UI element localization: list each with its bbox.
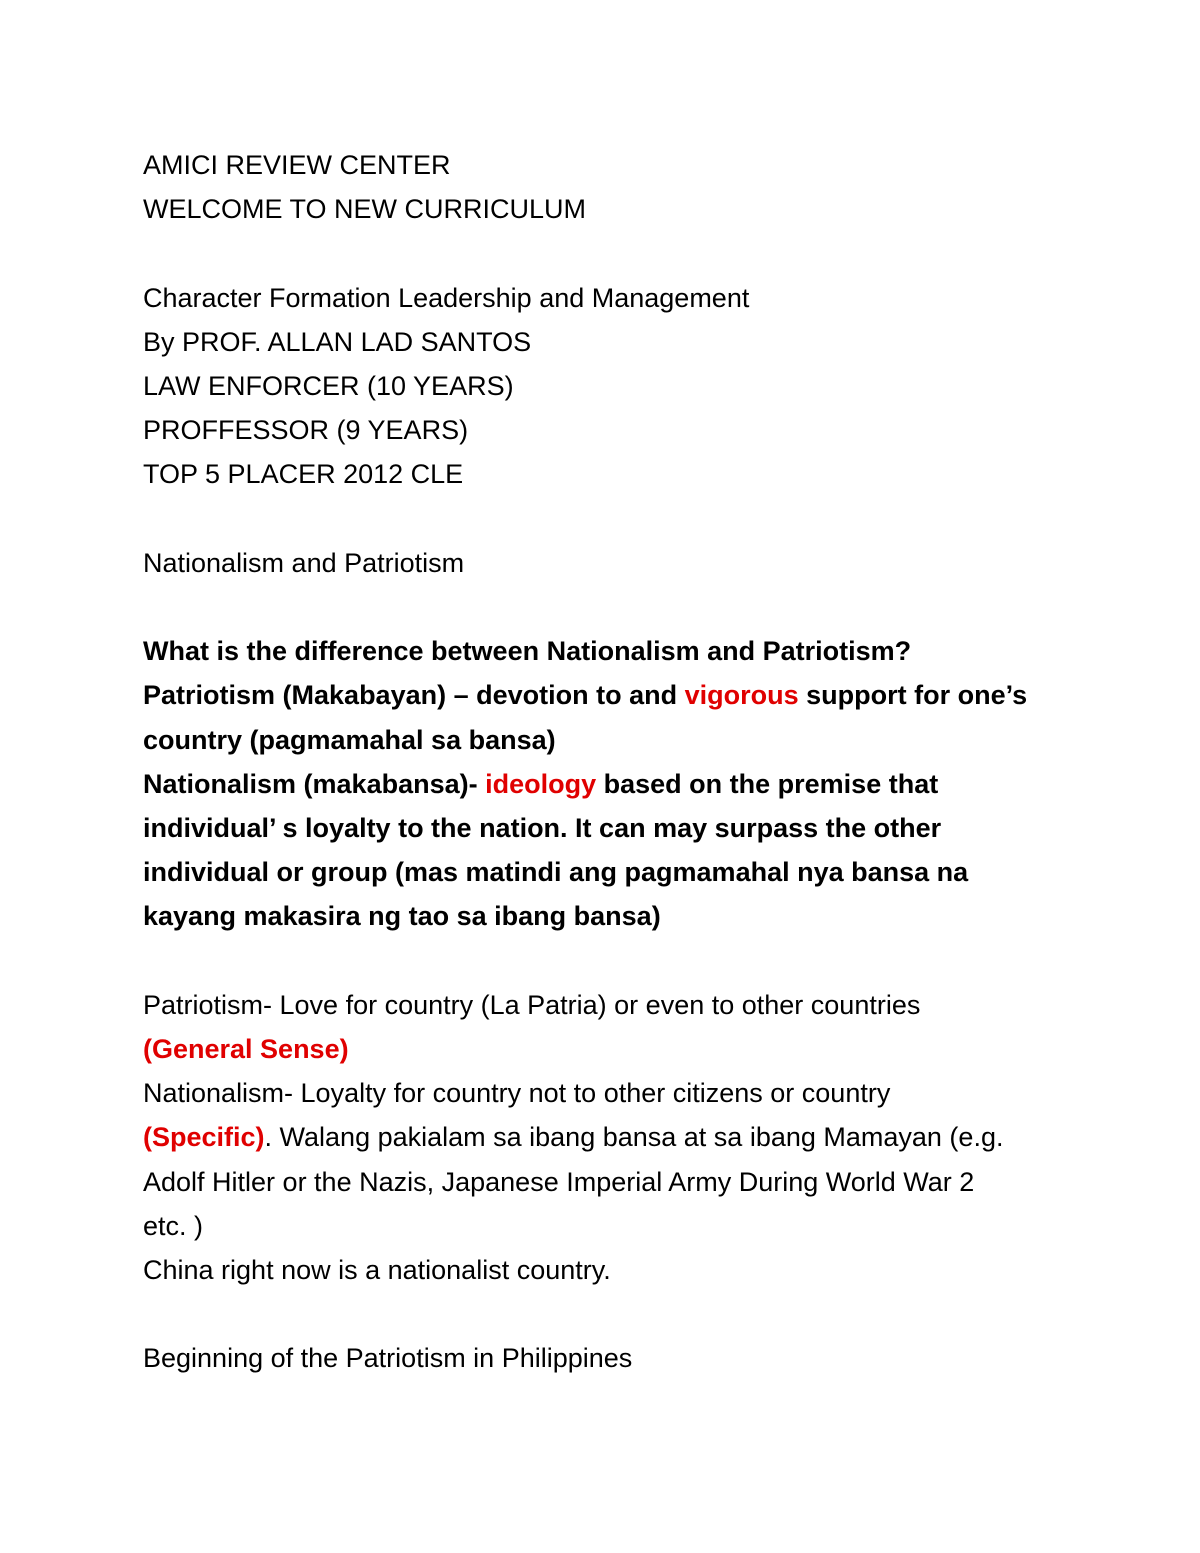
credential-professor: PROFFESSOR (9 YEARS) [143, 415, 469, 446]
blank-line [143, 939, 1083, 983]
nationalism-definition-line-1 [143, 762, 1083, 806]
definitions-block [143, 629, 1083, 938]
patriotism-definition-line-2: country (pagmamahal sa bansa) [143, 724, 556, 755]
credential-law-enforcer: LAW ENFORCER (10 YEARS) [143, 371, 514, 401]
nationalism-definition-line-4: kayang makasira ng tao sa ibang bansa) [143, 901, 661, 932]
highlight-vigorous: vigorous [684, 680, 799, 711]
blank-line [143, 231, 1083, 275]
nationalism-definition-line-3: individual or group (mas matindi ang pagmamahal nya bansa na [143, 857, 969, 888]
review-center-name: AMICI REVIEW CENTER [143, 150, 451, 180]
nationalism-definition-text: based on the premise that [596, 768, 939, 799]
welcome-line: WELCOME TO NEW CURRICULUM [143, 194, 587, 225]
author-line: By PROF. ALLAN LAD SANTOS [143, 326, 532, 357]
credential-top-placer: TOP 5 PLACER 2012 CLE [143, 459, 464, 490]
blank-line [143, 585, 1083, 629]
nationalism-examples-line: Adolf Hitler or the Nazis, Japanese Imperial Army During World War 2 [143, 1166, 975, 1197]
nationalism-specific-line [143, 1115, 1083, 1159]
patriotism-definition-text: Patriotism (Makabayan) – devotion to and [143, 680, 685, 711]
document-page [143, 143, 1083, 1381]
difference-question: What is the difference between Nationalism and Patriotism? [143, 636, 912, 667]
patriotism-definition-line-1 [143, 673, 1083, 717]
section-heading-beginning-patriotism: Beginning of the Patriotism in Philippines [143, 1343, 633, 1374]
nationalism-loyalty-line: Nationalism- Loyalty for country not to other citizens or country [143, 1078, 891, 1109]
nationalism-etc-line: etc. ) [143, 1210, 204, 1241]
china-line: China right now is a nationalist country. [143, 1255, 611, 1286]
patriotism-love-line: Patriotism- Love for country (La Patria) or even to other countries [143, 989, 921, 1020]
specific-label: (Specific) [143, 1122, 265, 1153]
nationalism-definition-line-2: individual’ s loyalty to the nation. It can may surpass the other [143, 813, 942, 843]
blank-line [143, 1292, 1083, 1336]
blank-line [143, 497, 1083, 541]
patriotism-definition-text: support for one’s [798, 680, 1028, 711]
general-sense-label: (General Sense) [143, 1034, 349, 1064]
course-title: Character Formation Leadership and Management [143, 282, 750, 313]
section-heading-nationalism-patriotism: Nationalism and Patriotism [143, 547, 465, 578]
highlight-ideology: ideology [485, 768, 597, 799]
nationalism-definition-text: Nationalism (makabansa)- [143, 768, 486, 799]
nationalism-specific-text: . Walang pakialam sa ibang bansa at sa ibang Mamayan (e.g. [264, 1122, 1004, 1153]
